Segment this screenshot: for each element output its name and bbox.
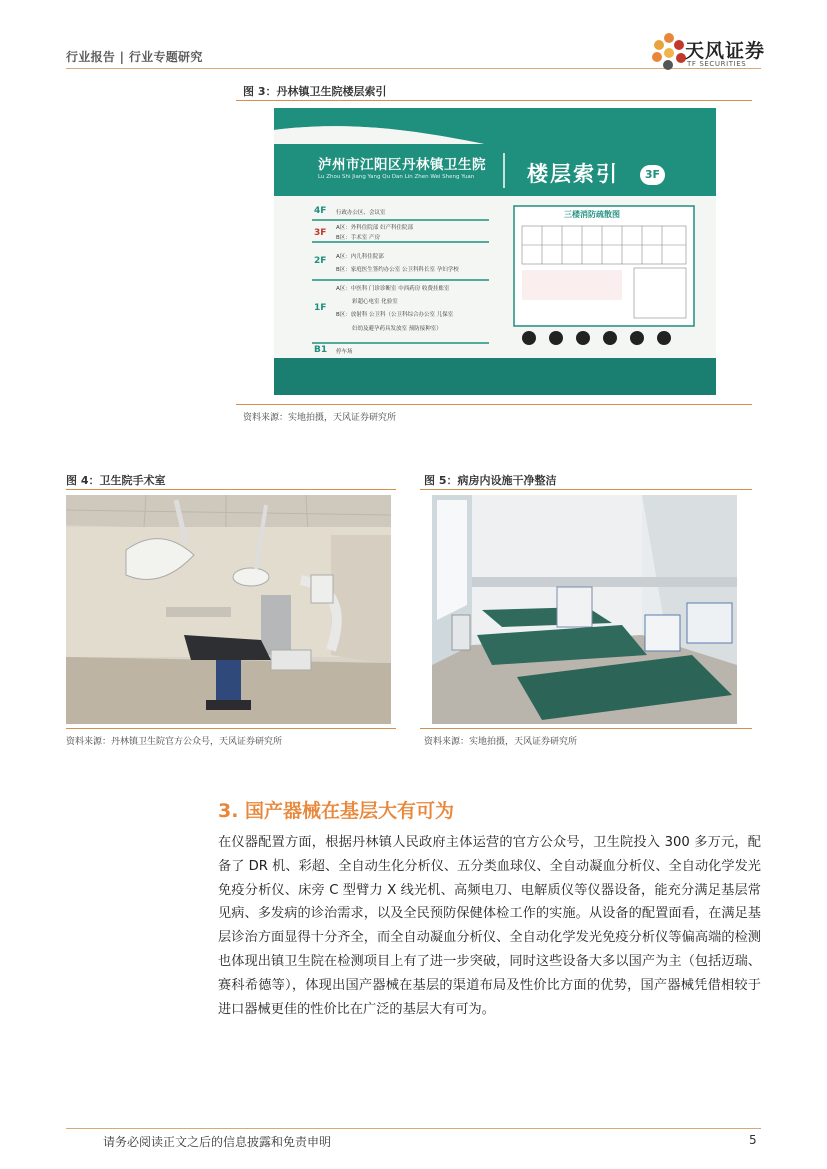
- brand-name-cn: 天风证券: [685, 40, 766, 62]
- sign-floor-line: 妇幼及避孕药具发放室 预防接种室）: [352, 326, 442, 332]
- sign-floor-line: B区：家庭医生签约办公室 公卫科科长室 孕妇学校: [336, 267, 459, 273]
- figure3-caption: 图 3：丹林镇卫生院楼层索引: [243, 85, 387, 98]
- figure4-caption: 图 4：卫生院手术室: [66, 474, 166, 487]
- figure5-source-rule: [420, 728, 752, 729]
- section-paragraph: 在仪器配置方面，根据丹林镇人民政府主体运营的官方公众号，卫生院投入 300 多万元，配备了 DR 机、彩超、全自动生化分析仪、五分类血球仪、全自动凝血分析仪、全自动化学发光免疫分析仪、床旁 C 型臂力 X 线光机、高频电刀、电解质仪等仪器设备，能充分满足基层常见病、多发病的诊治需求，以及全民预防保健体检工作的实施。从设备的配置面看，在满足基层诊治方面显得十分齐全，而全自动凝血分析仪、全自动化学发光免疫分析仪等偏高端的检测也体现出镇卫生院在检测项目上有了进一步突破，同时这些设备大多以国产为主（包括迈瑞、赛科希德等），体现出国产器械在基层的渠道布局及性价比方面的优势，国产器械凭借相较于进口器械更佳的性价比在广泛的基层大有可为。: [218, 835, 761, 1017]
- sign-map-title: 三楼消防疏散图: [564, 210, 620, 219]
- report-type-label: 行业报告 | 行业专题研究: [66, 50, 203, 64]
- sign-floor-label: 3F: [314, 228, 327, 238]
- sign-floor-line: A区：中医科 门诊诊断室 中西药房 收费挂账室: [336, 286, 450, 292]
- sign-floor-line: A区：外科住院部 妇产科住院部: [336, 225, 414, 231]
- sign-hospital-pinyin: Lu Zhou Shi Jiang Yang Qu Dan Lin Zhen Wei Sheng Yuan: [318, 174, 475, 180]
- sign-index-title: 楼层索引: [527, 162, 619, 186]
- figure3-caption-rule: [236, 100, 752, 101]
- sign-floor-badge: 3F: [640, 165, 665, 185]
- page-number: 5: [749, 1133, 757, 1147]
- section-title: 3. 国产器械在基层大有可为: [218, 800, 455, 822]
- sign-floor-label: B1: [314, 345, 328, 355]
- figure3-source-rule: [236, 404, 752, 405]
- figure3-photo: [274, 108, 716, 395]
- figure4-caption-rule: [66, 489, 396, 490]
- sign-hospital-name: 泸州市江阳区丹林镇卫生院: [318, 157, 486, 173]
- figure5-caption-rule: [420, 489, 752, 490]
- sign-floor-label: 1F: [314, 303, 327, 313]
- ward-illustration: [432, 495, 737, 724]
- sign-floor-line: 彩超心电室 化验室: [352, 299, 398, 305]
- sign-floor-line: B区：手术室 产房: [336, 235, 381, 241]
- figure5-photo: [432, 495, 737, 724]
- sign-floor-line: 停车场: [336, 349, 353, 355]
- figure4-source: 资料来源：丹林镇卫生院官方公众号，天风证券研究所: [66, 737, 283, 747]
- figure5-source: 资料来源：实地拍摄，天风证券研究所: [424, 737, 578, 747]
- sign-floor-label: 2F: [314, 256, 327, 266]
- figure4-source-rule: [66, 728, 396, 729]
- sign-floor-line: B区：放射科 公卫科（公卫科综合办公室 儿保室: [336, 312, 454, 318]
- figure3-source: 资料来源：实地拍摄，天风证券研究所: [243, 413, 397, 423]
- figure4-photo: [66, 495, 391, 724]
- footer-disclaimer: 请务必阅读正文之后的信息披露和免责申明: [103, 1135, 332, 1149]
- sign-floor-line: A区：内儿科住院部: [336, 254, 384, 260]
- operating-room-illustration: [66, 495, 391, 724]
- brand-name-en: TF SECURITIES: [687, 60, 747, 68]
- tf-logo-icon: [651, 31, 687, 71]
- footer-divider: [66, 1128, 761, 1129]
- sign-floor-line: 行政办公区、会议室: [336, 210, 386, 216]
- sign-floor-label: 4F: [314, 206, 327, 216]
- figure5-caption: 图 5：病房内设施干净整洁: [424, 474, 557, 487]
